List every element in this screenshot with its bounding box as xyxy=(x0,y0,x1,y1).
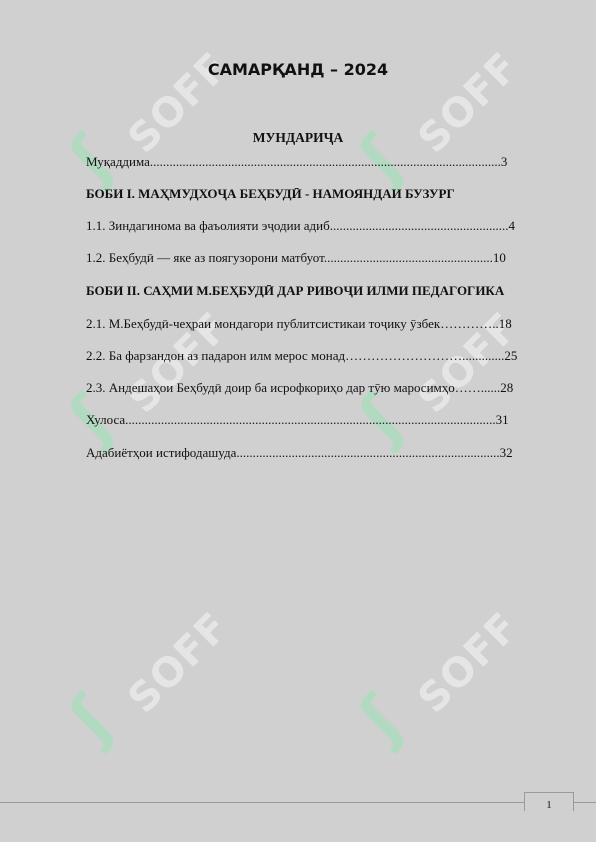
toc-entry-1-1[interactable]: 1.1. Зиндагинома ва фаъолияти эҷодии адиб.......................................................4 xyxy=(86,218,515,233)
watermark: ʃ SOFF xyxy=(55,43,238,195)
soff-logo-icon: ʃ xyxy=(55,123,127,195)
toc-entry-references[interactable]: Адабиётҳои истифодашуда.................................................................................32 xyxy=(86,445,513,460)
toc-heading: МУНДАРИҶА xyxy=(252,130,344,145)
soff-logo-icon: ʃ xyxy=(345,123,417,195)
watermark: ʃ SOFF xyxy=(345,303,528,455)
watermark: ʃ SOFF xyxy=(345,603,528,755)
footer-divider xyxy=(0,802,596,803)
toc-entry-1-2[interactable]: 1.2. Беҳбудӣ — яке аз поягузорони матбуот....................................................10 xyxy=(86,250,506,265)
toc-chapter-1[interactable]: БОБИ I. МАҲМУДХОҶА БЕҲБУДӢ - НАМОЯНДАИ БУЗУРГ xyxy=(86,186,455,201)
soff-logo-icon: ʃ xyxy=(55,683,127,755)
toc-entry-2-2[interactable]: 2.2. Ба фарзандон аз падарон илм мерос монад……………………….............25 xyxy=(86,348,518,363)
soff-logo-icon: ʃ xyxy=(345,383,417,455)
toc-entry-conclusion[interactable]: Хулоса..................................................................................................................31 xyxy=(86,412,509,427)
toc-entry-introduction[interactable]: Муқаддима............................................................................................................3 xyxy=(86,154,508,169)
watermark: ʃ SOFF xyxy=(55,303,238,455)
page-title: САМАРҚАНД – 2024 xyxy=(207,60,389,79)
toc-chapter-2[interactable]: БОБИ II. САҲМИ М.БЕҲБУДӢ ДАР РИВОҶИ ИЛМИ ПЕДАГОГИКА xyxy=(86,283,505,298)
watermark: ʃ SOFF xyxy=(345,43,528,195)
page-number: 1 xyxy=(524,792,574,811)
toc-entry-2-3[interactable]: 2.3. Андешаҳои Беҳбудӣ доир ба исрофкориҳо дар тӯю маросимҳо……......28 xyxy=(86,380,514,395)
watermark: ʃ SOFF xyxy=(55,603,238,755)
soff-logo-icon: ʃ xyxy=(345,683,417,755)
soff-logo-icon: ʃ xyxy=(55,383,127,455)
toc-entry-2-1[interactable]: 2.1. М.Беҳбудӣ-чеҳраи мондагори публитсистикаи тоҷику ӯзбек…………..18 xyxy=(86,316,512,331)
